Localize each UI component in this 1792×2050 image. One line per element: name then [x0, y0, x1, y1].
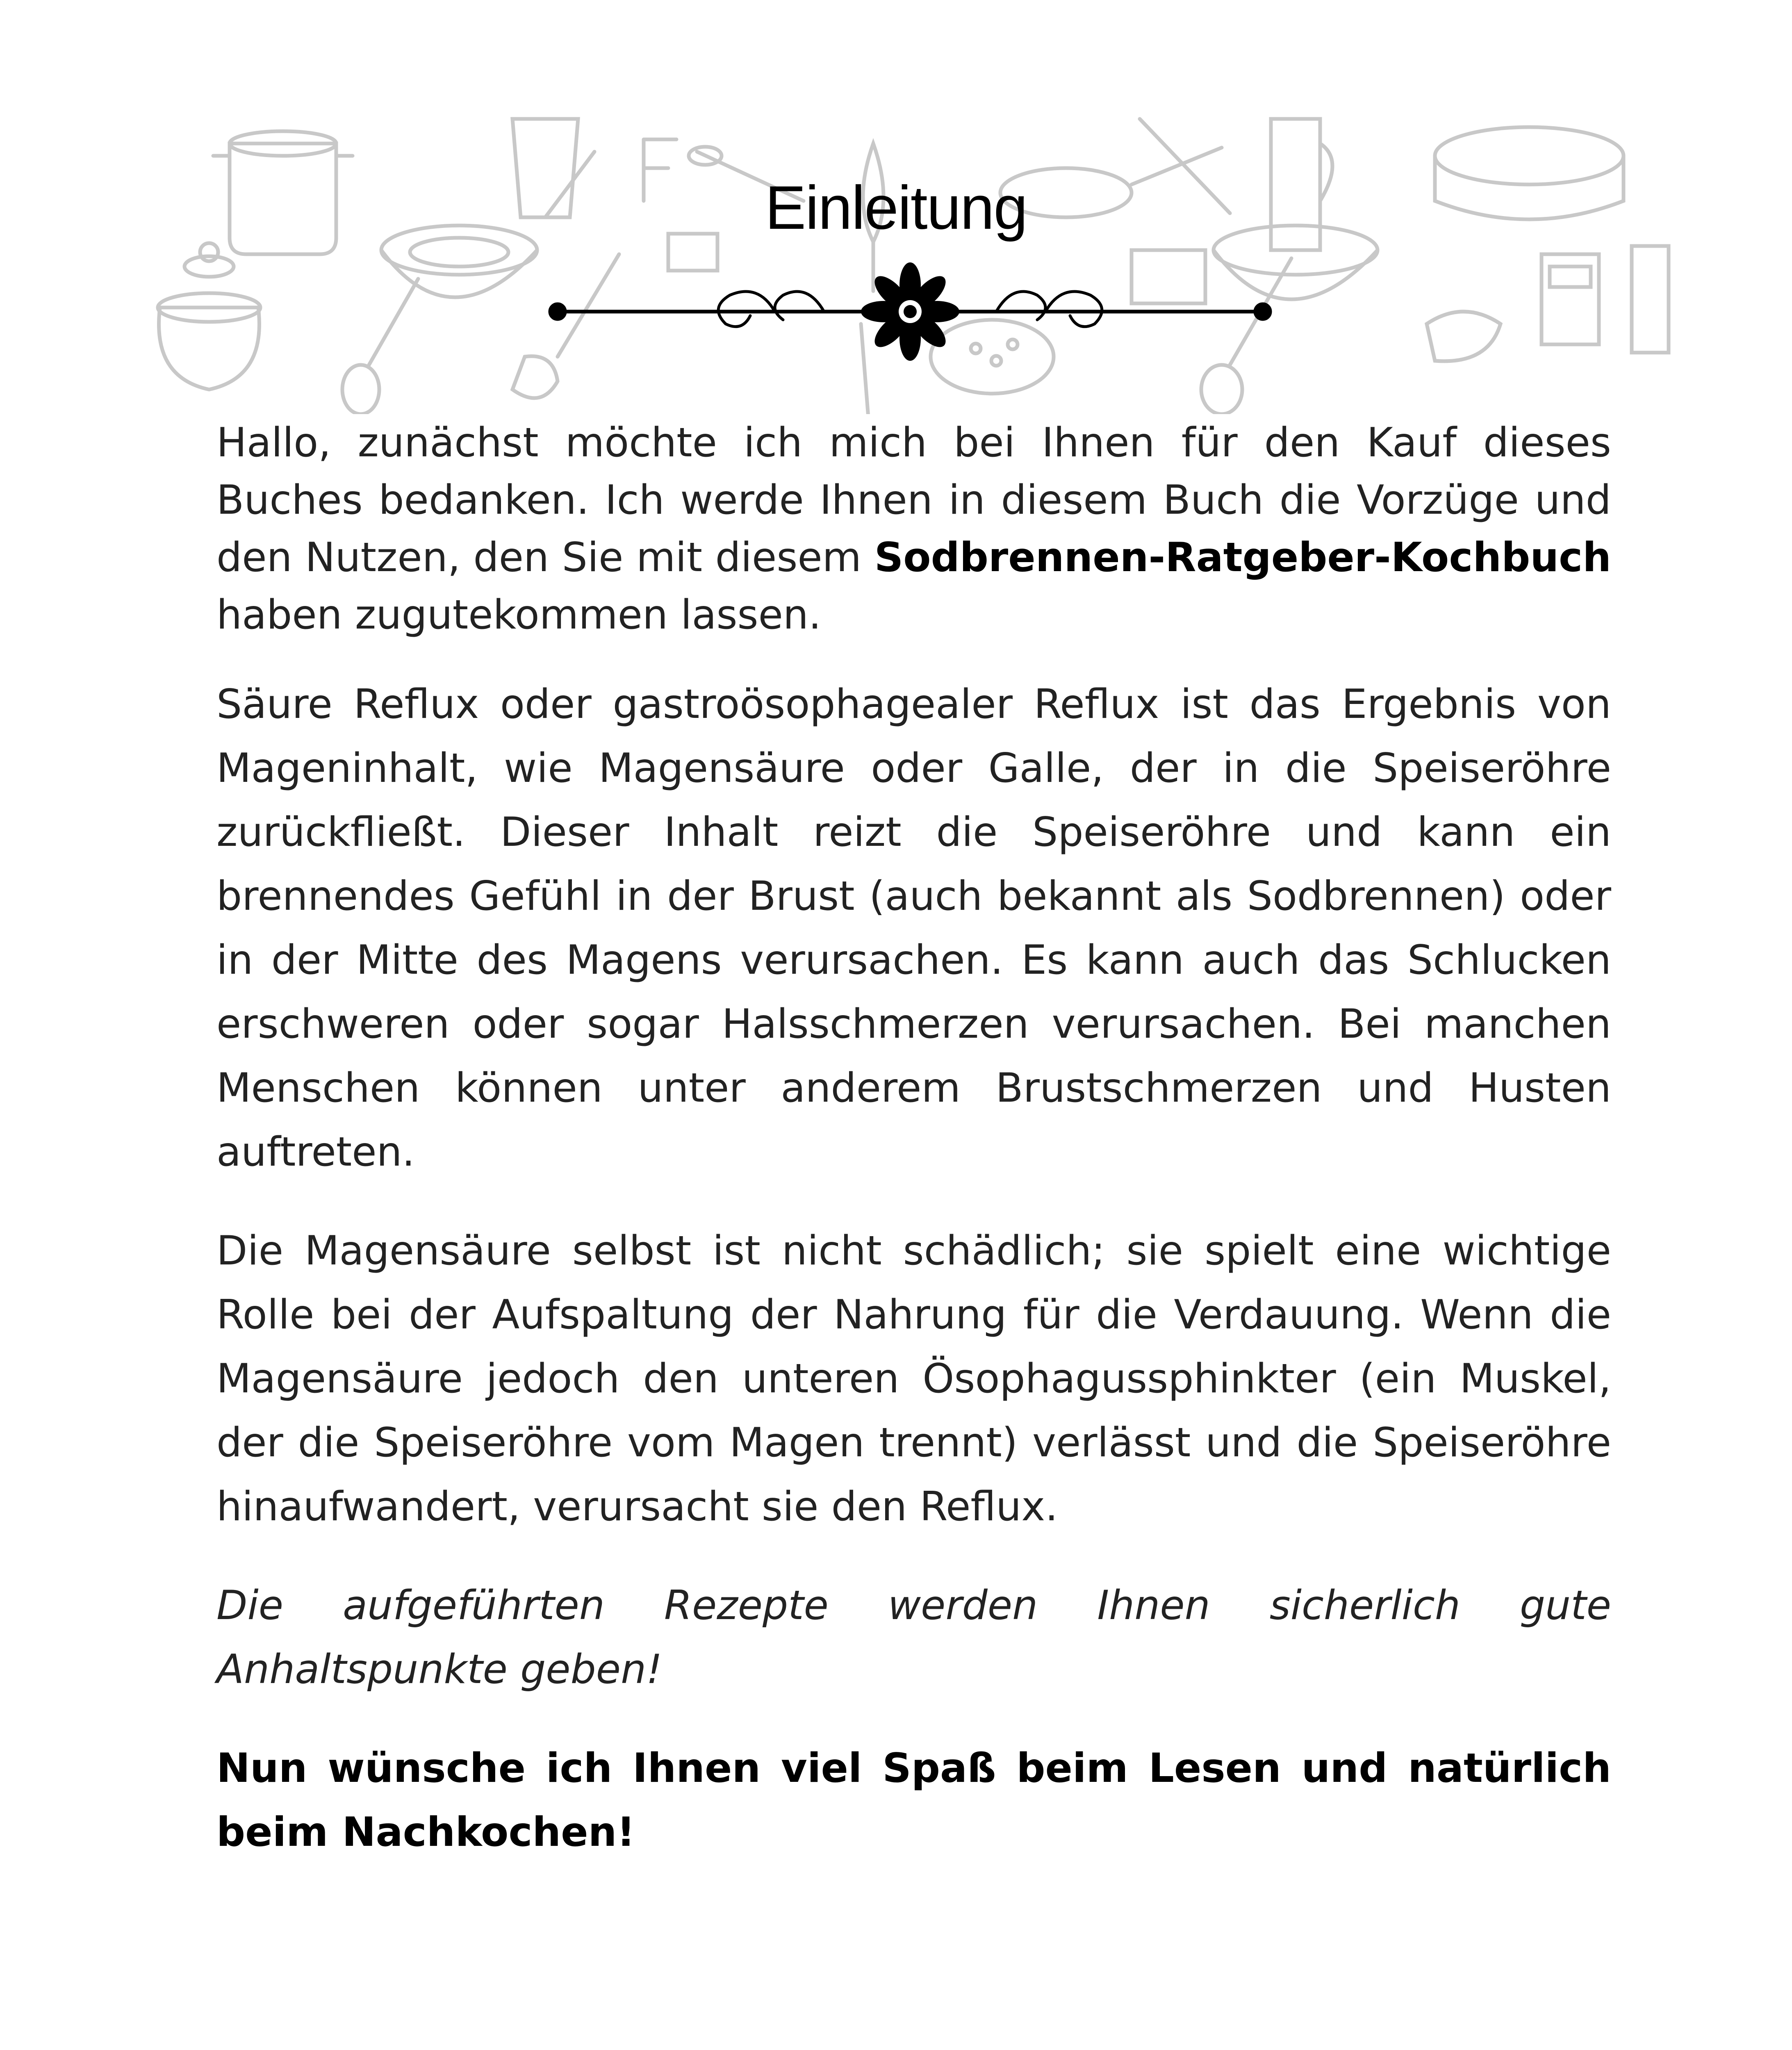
book-title-bold: Sodbrennen-Ratgeber-Kochbuch	[874, 534, 1611, 581]
paragraph-closing: Nun wünsche ich Ihnen viel Spaß beim Lesen und natürlich beim Nachkochen!	[216, 1745, 1611, 1856]
body-text	[216, 414, 1611, 1899]
paragraph-stomach-acid: Die Magensäure selbst ist nicht schädlich; sie spielt eine wichtige Rolle bei der Aufspaltung der Nahrung für die Verdauung. Wenn die Magensäure jedoch den unteren Ösophagussphinkter (ein Muskel, der die Speiseröhre vom Magen trennt) verlässt und die Speiseröhre hinaufwandert, verursacht sie den Reflux.	[216, 1228, 1611, 1530]
paragraph-intro-text: Hallo, zunächst möchte ich mich bei Ihnen für den Kauf dieses Buches bedanken. Ich werde Ihnen in diesem Buch die Vorzüge und den Nutzen, den Sie mit diesem	[216, 419, 1611, 581]
paragraph-recipes-italic	[216, 1574, 1611, 1702]
ornamental-divider	[545, 262, 1275, 361]
paragraph-reflux-definition: Säure Reflux oder gastroösophagealer Reflux ist das Ergebnis von Mageninhalt, wie Magensäure oder Galle, der in die Speiseröhre zurückfließt. Dieser Inhalt reizt die Speiseröhre und kann ein brennendes Gefühl in der Brust (auch bekannt als Sodbrennen) oder in der Mitte des Magens verursachen. Es kann auch das Schlucken erschweren oder sogar Halsschmerzen verursachen. Bei manchen Menschen können unter anderem Brustschmerzen und Husten auftreten.	[216, 681, 1611, 1175]
kitchen-utensils-sketch-top	[0, 94, 1792, 414]
recipes-note: Die aufgeführten Rezepte werden Ihnen sicherlich gute Anhaltspunkte geben!	[216, 1582, 1611, 1693]
flower-icon	[861, 262, 959, 361]
paragraph-intro-text-end: haben zugutekommen lassen.	[216, 592, 822, 638]
paragraph-intro	[216, 414, 1611, 644]
page-title: Einleitung	[765, 173, 1027, 242]
